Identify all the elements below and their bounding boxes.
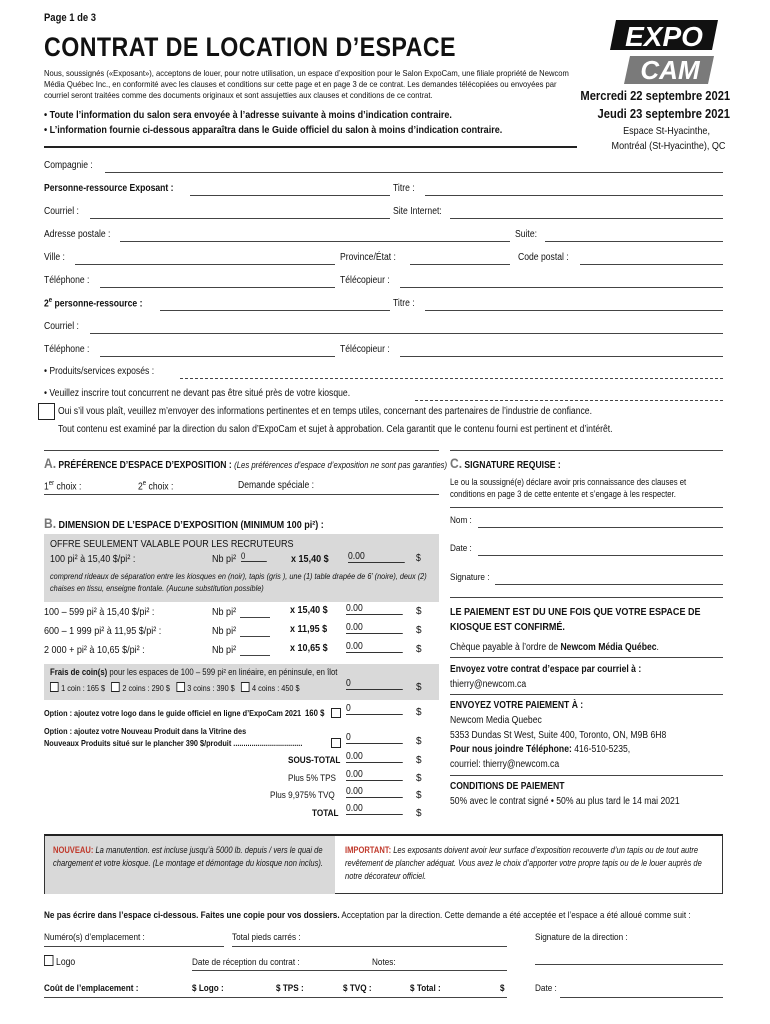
nouveau-note: NOUVEAU: La manutention. est incluse jusqu’à 5000 lb. depuis / vers le quai de chargement et votre kiosque. (Le montage et démontage du kiosque non inclus). xyxy=(45,836,335,894)
header-rule xyxy=(44,146,577,148)
choice-1-label: 1er choix : xyxy=(44,480,82,493)
office-notes-input[interactable] xyxy=(372,970,507,971)
expocam-logo-icon xyxy=(606,16,722,86)
logo-option-label: Option : ajoutez votre logo dans le guide officiel en ligne d’ExpoCam 2021 xyxy=(44,708,302,718)
recruiter-nb-label: Nb pi² xyxy=(212,553,237,565)
signature-input[interactable] xyxy=(495,584,723,585)
notes-box xyxy=(44,834,723,894)
receipt-date-input[interactable] xyxy=(192,970,372,971)
payment-phone: Pour nous joindre Téléphone: 416-510-5235, xyxy=(450,744,631,755)
email-input[interactable] xyxy=(90,218,390,219)
section-c-letter: C. xyxy=(450,455,463,471)
corner-2-checkbox[interactable] xyxy=(111,682,120,692)
choice-2-label: 2e choix : xyxy=(138,480,174,493)
bullet-2: • L’information fournie ci-dessous apparaîtra dans le Guide officiel du salon à moins d’indication contraire. xyxy=(44,124,503,136)
recruiter-offer-title: OFFRE SEULEMENT VALABLE POUR LES RECRUTEURS xyxy=(50,538,294,550)
corner-fees-amount[interactable]: 0 xyxy=(346,678,403,690)
section-a-letter: A. xyxy=(44,455,57,471)
rate-row-2-rate: x 11,95 $ xyxy=(290,623,328,635)
payment-company: Newcom Media Quebec xyxy=(450,715,542,726)
rate-row-3-nb: Nb pi² xyxy=(212,644,237,656)
section-a-input[interactable] xyxy=(44,494,439,495)
section-b-letter: B. xyxy=(44,515,57,531)
rate-row-3-rate: x 10,65 $ xyxy=(290,642,328,654)
corner-4-checkbox[interactable] xyxy=(241,682,250,692)
rate-row-2-label: 600 – 1 999 pi² à 11,95 $/pi² : xyxy=(44,625,162,637)
corner-options: 1 coin : 165 $ 2 coins : 290 $ 3 coins : 390 $ 4 coins : 450 $ xyxy=(50,682,300,693)
page-title: CONTRAT DE LOCATION D’ESPACE xyxy=(44,32,456,62)
rate-row-3-dollar: $ xyxy=(416,644,422,655)
director-signature-label: Signature de la direction : xyxy=(535,932,628,943)
payment-address: 5353 Dundas St West, Suite 400, Toronto, ON, M9B 6H8 xyxy=(450,730,667,741)
city-input[interactable] xyxy=(75,264,335,265)
phone-label: Téléphone : xyxy=(44,275,90,286)
product-option-checkbox[interactable] xyxy=(331,738,341,748)
receipt-date-label: Date de réception du contrat : xyxy=(192,957,300,968)
section-c-sep xyxy=(450,507,723,508)
total-sqft-input[interactable] xyxy=(232,946,507,947)
tps-dollar: $ xyxy=(416,773,422,784)
fax2-input[interactable] xyxy=(400,356,723,357)
rate-row-2-amount[interactable]: 0.00 xyxy=(346,622,403,634)
event-city: Montréal (St-Hyacinthe), QC xyxy=(611,140,725,152)
name-label: Nom : xyxy=(450,515,472,526)
email2-input[interactable] xyxy=(90,333,723,334)
section-a-rule xyxy=(44,450,439,451)
corner-fees-dollar: $ xyxy=(416,682,422,693)
payment-conditions-text: 50% avec le contrat signé • 50% au plus tard le 14 mai 2021 xyxy=(450,796,680,807)
title2-label: Titre : xyxy=(393,298,415,309)
bullet-1: • Toute l’information du salon sera envoyée à l’adresse suivante à moins d’indication contraire. xyxy=(44,109,452,121)
office-tps-cost: $ TPS : xyxy=(276,983,304,994)
payment-title: LE PAIEMENT EST DU UNE FOIS QUE VOTRE ESPACE DE KIOSQUE EST CONFIRMÉ. xyxy=(450,606,701,633)
payment-email: courriel: thierry@newcom.ca xyxy=(450,759,560,770)
tps-label: Plus 5% TPS xyxy=(288,773,336,784)
rate-row-1-nb-input[interactable] xyxy=(240,617,270,618)
send-contract-label: Envoyez votre contrat d’espace par courriel à : xyxy=(450,664,642,675)
tvq-amount[interactable]: 0.00 xyxy=(346,786,403,798)
cheque-text: Chèque payable à l’ordre de Newcom Média Québec. xyxy=(450,642,659,653)
postal-code-label: Code postal : xyxy=(518,252,569,263)
corner-3-checkbox[interactable] xyxy=(176,682,185,692)
event-date-1: Mercredi 22 septembre 2021 xyxy=(580,88,730,103)
section-b-title: DIMENSION DE L’ESPACE D’EXPOSITION (MINIMUM 100 pi²) : xyxy=(58,519,324,531)
logo-office: Logo xyxy=(44,955,75,968)
event-venue: Espace St-Hyacinthe, xyxy=(623,125,710,137)
contact-email-link[interactable]: thierry@newcom.ca xyxy=(450,679,527,690)
products-label: • Produits/services exposés : xyxy=(44,366,155,377)
rate-row-1-label: 100 – 599 pi² à 15,40 $/pi² : xyxy=(44,606,155,618)
info-optin-checkbox[interactable] xyxy=(38,403,55,420)
payment-conditions-title: CONDITIONS DE PAIEMENT xyxy=(450,781,565,792)
rate-row-2-dollar: $ xyxy=(416,625,422,636)
product-option-amount[interactable]: 0 xyxy=(346,732,403,744)
intro-text: Nous, soussignés («Exposant»), acceptons de louer, pour notre utilisation, un espace d’exposition pour le Salon ExpoCam, une filiale propriété de Newcom Média Québec Inc., en conformité avec les clauses et conditions sur cette page et en page 3 de ce contrat. Les demandes télécopiées ou envoyées par courriel seront traitées comme des documents originaux et sont assujetties aux clauses et conditions de ce contrat. xyxy=(44,68,569,100)
recruiter-nb-input[interactable]: 0 xyxy=(241,551,267,562)
contact-person-label: Personne-ressource Exposant : xyxy=(44,183,174,194)
competitor-label: • Veuillez inscrire tout concurrent ne devant pas être situé près de votre kiosque. xyxy=(44,388,351,399)
postal-code-input[interactable] xyxy=(580,264,723,265)
logo-expo-text: EXPO xyxy=(625,21,703,52)
product-option-label-1: Option : ajoutez votre Nouveau Produit dans la Vitrine des xyxy=(44,726,247,736)
director-signature-input[interactable] xyxy=(535,964,723,965)
recruiter-amount-input[interactable]: 0.00 xyxy=(348,551,405,563)
date-input[interactable] xyxy=(478,555,723,556)
competitor-input[interactable] xyxy=(415,400,723,401)
logo-office-checkbox[interactable] xyxy=(44,955,53,966)
product-option-label-2: Nouveaux Produits situé sur le plancher 390 $/produit .................................. xyxy=(44,738,303,748)
subtotal-amount[interactable]: 0.00 xyxy=(346,751,403,763)
office-notice: Ne pas écrire dans l’espace ci-dessous. Faites une copie pour vos dossiers. Acceptation par la direction. Cette demande a été acceptée et l’espace a été alloué comme suit : xyxy=(44,910,691,921)
location-number-input[interactable] xyxy=(44,946,224,947)
website-input[interactable] xyxy=(450,218,723,219)
corner-1-checkbox[interactable] xyxy=(50,682,59,692)
fax2-label: Télécopieur : xyxy=(340,344,390,355)
content-review-note: Tout contenu est examiné par la direction du salon d’ExpoCam et sujet à approbation. Cela garantit que le contenu fourni est pertinent et d’intérêt. xyxy=(58,424,613,435)
contact-person-input[interactable] xyxy=(190,195,390,196)
company-input[interactable] xyxy=(105,172,723,173)
address-input[interactable] xyxy=(120,241,510,242)
fax-label: Télécopieur : xyxy=(340,275,390,286)
section-c-sep5 xyxy=(450,775,723,776)
recruiter-offer-line: 100 pi² à 15,40 $/pi² : xyxy=(50,553,136,565)
send-payment-label: ENVOYEZ VOTRE PAIEMENT À : xyxy=(450,700,584,711)
name-input[interactable] xyxy=(478,527,723,528)
signature-declaration: Le ou la soussigné(e) déclare avoir pris connaissance des clauses et conditions en page 3 de cette entente et s’engage à les respecter. xyxy=(450,477,687,499)
page-number: Page 1 de 3 xyxy=(44,12,97,24)
location-cost-label: Coût de l’emplacement : xyxy=(44,983,139,994)
title-input[interactable] xyxy=(425,195,723,196)
date-label: Date : xyxy=(450,543,472,554)
total-label: TOTAL xyxy=(312,808,339,819)
second-contact-input[interactable] xyxy=(160,310,390,311)
section-a-title: PRÉFÉRENCE D’ESPACE D’EXPOSITION : xyxy=(58,460,232,471)
section-c-sep4 xyxy=(450,694,723,695)
logo-option-price: 160 $ xyxy=(305,708,325,718)
section-c-sep2 xyxy=(450,597,723,598)
tps-amount[interactable]: 0.00 xyxy=(346,769,403,781)
office-end-dollar: $ xyxy=(500,983,505,994)
second-contact-label: 2e personne-ressource : xyxy=(44,297,143,310)
suite-input[interactable] xyxy=(545,241,723,242)
corner-fees-text: Frais de coin(s) pour les espaces de 100 – 599 pi² en linéaire, en péninsule, en îlot xyxy=(50,667,338,677)
total-amount[interactable]: 0.00 xyxy=(346,803,403,815)
phone-input[interactable] xyxy=(100,287,335,288)
rate-row-3-nb-input[interactable] xyxy=(240,655,270,656)
special-request-label: Demande spéciale : xyxy=(238,480,315,491)
logo-option-checkbox[interactable] xyxy=(331,708,341,718)
city-label: Ville : xyxy=(44,252,65,263)
important-note: IMPORTANT: Les exposants doivent avoir leur surface d’exposition recouverte d’un tapis ou de tout autre revêtement de plancher adéquat. Vous avez le choix d’apporter votre propre tapis ou de le louer auprès de notre décorateur officiel. xyxy=(345,845,702,881)
products-input[interactable] xyxy=(180,378,723,379)
office-total-cost: $ Total : xyxy=(410,983,441,994)
email-label: Courriel : xyxy=(44,206,79,217)
tvq-label: Plus 9,975% TVQ xyxy=(270,790,335,801)
event-date-2: Jeudi 23 septembre 2021 xyxy=(597,106,730,121)
suite-label: Suite: xyxy=(515,229,537,240)
office-date-label: Date : xyxy=(535,983,557,994)
section-a-note: (Les préférences d’espace d’exposition ne sont pas garanties) xyxy=(234,460,448,470)
subtotal-dollar: $ xyxy=(416,755,422,766)
title2-input[interactable] xyxy=(425,310,723,311)
rate-row-2-nb: Nb pi² xyxy=(212,625,237,637)
section-c-title: SIGNATURE REQUISE : xyxy=(464,460,561,471)
rate-row-1-rate: x 15,40 $ xyxy=(290,604,328,616)
total-sqft-label: Total pieds carrés : xyxy=(232,932,301,943)
info-optin-label: Oui s’il vous plaît, veuillez m’envoyer des informations pertinentes et en temps utiles, concernant des partenaires de l’industrie de confiance. xyxy=(58,406,592,417)
location-number-label: Numéro(s) d’emplacement : xyxy=(44,932,145,943)
product-option-dollar: $ xyxy=(416,736,422,747)
recruiter-rate: x 15,40 $ xyxy=(291,553,329,565)
rate-row-3-label: 2 000 + pi² à 10,65 $/pi² : xyxy=(44,644,145,656)
province-label: Province/État : xyxy=(340,252,396,263)
total-dollar: $ xyxy=(416,808,422,819)
address-label: Adresse postale : xyxy=(44,229,111,240)
logo-option-amount[interactable]: 0 xyxy=(346,703,403,715)
website-label: Site Internet: xyxy=(393,206,442,217)
rate-row-3-amount[interactable]: 0.00 xyxy=(346,641,403,653)
location-cost-input[interactable] xyxy=(44,997,507,998)
province-input[interactable] xyxy=(410,264,510,265)
office-logo-cost: $ Logo : xyxy=(192,983,224,994)
recruiter-includes: comprend rideaux de séparation entre les kiosques en (noir), tapis (gris ), une (1) table drapée de 6’ (noire), deux (2) chaises en tissu, enseigne frontale. (Aucune substitution possible) xyxy=(50,571,427,593)
signature-label: Signature : xyxy=(450,572,490,583)
rate-row-2-nb-input[interactable] xyxy=(240,636,270,637)
office-notes-label: Notes: xyxy=(372,957,396,968)
company-label: Compagnie : xyxy=(44,160,93,171)
rate-row-1-amount[interactable]: 0.00 xyxy=(346,603,403,615)
corner-fees-box xyxy=(44,664,439,700)
subtotal-label: SOUS-TOTAL xyxy=(288,755,341,766)
office-tvq-cost: $ TVQ : xyxy=(343,983,372,994)
email2-label: Courriel : xyxy=(44,321,79,332)
logo-cam-text: CAM xyxy=(640,55,700,85)
rate-row-1-nb: Nb pi² xyxy=(212,606,237,618)
office-date-input[interactable] xyxy=(560,997,723,998)
recruiter-offer-box xyxy=(44,534,439,602)
section-c-sep3 xyxy=(450,657,723,658)
phone2-input[interactable] xyxy=(100,356,335,357)
section-c-rule xyxy=(450,450,723,451)
fax-input[interactable] xyxy=(400,287,723,288)
recruiter-dollar: $ xyxy=(416,553,421,564)
logo-option-dollar: $ xyxy=(416,707,422,718)
title-label: Titre : xyxy=(393,183,415,194)
rate-row-1-dollar: $ xyxy=(416,606,422,617)
tvq-dollar: $ xyxy=(416,790,422,801)
phone2-label: Téléphone : xyxy=(44,344,90,355)
